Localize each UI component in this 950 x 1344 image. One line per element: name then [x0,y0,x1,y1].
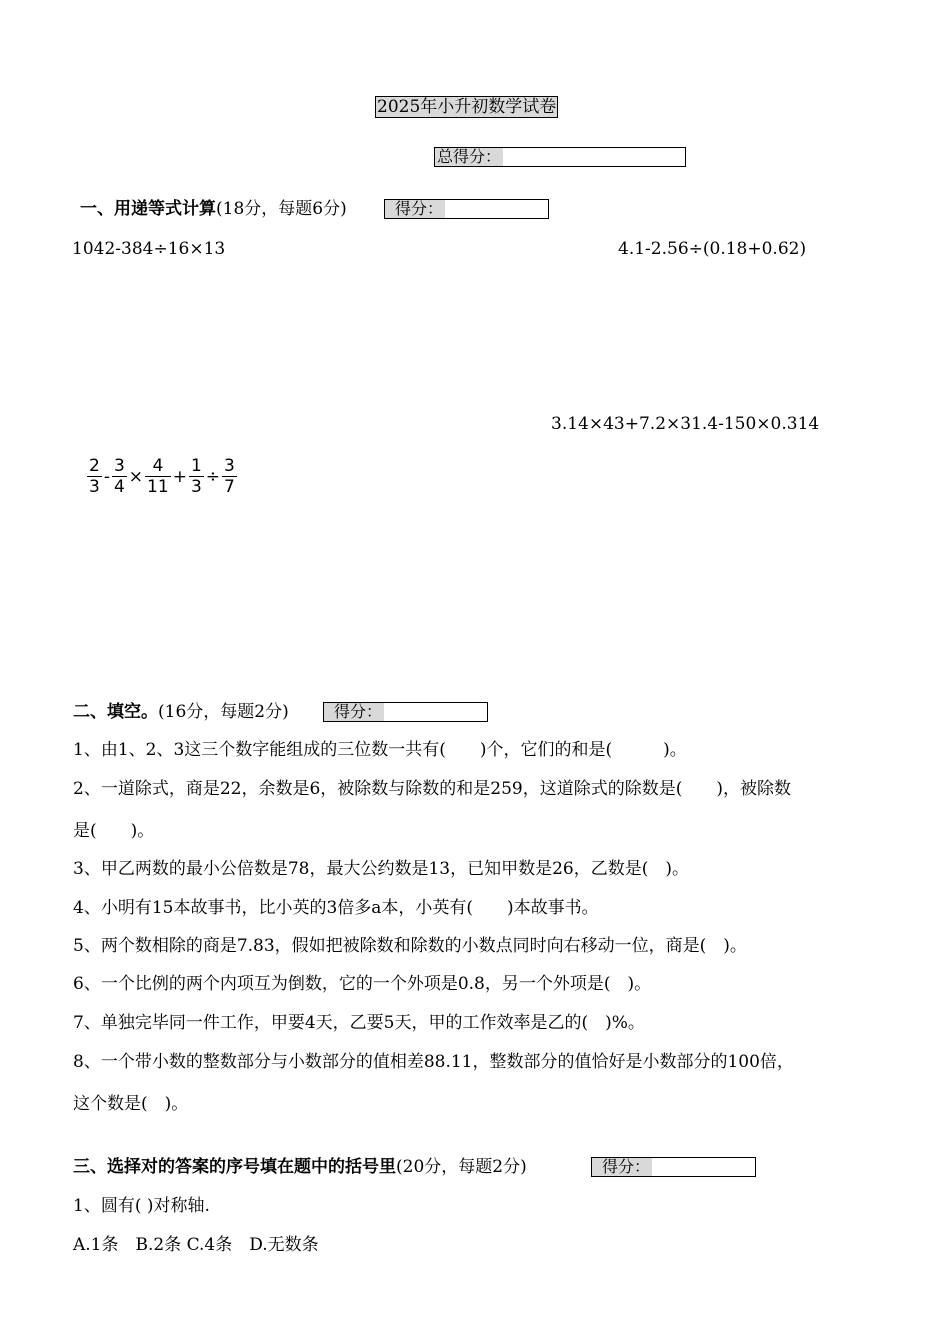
section3-heading: 选择对的答案的序号填在题中的括号里 [107,1157,396,1177]
section1-score-box [384,199,549,219]
denominator: 4 [113,477,125,497]
fraction-1 [87,456,102,497]
fraction-5 [222,456,237,497]
section2-meta: (16分，每题2分) [158,702,289,722]
section1-score-blank [445,200,548,218]
operator: + [172,466,187,487]
fill-item-2: 2、一道除式，商是22，余数是6，被除数与除数的和是259，这道除式的除数是( )，被除数 [73,779,791,799]
section3-score-blank [652,1158,755,1176]
fill-item-4: 4、小明有15本故事书，比小英的3倍多a本，小英有( )本故事书。 [73,898,599,918]
choice-question-1: 1、圆有( )对称轴. [73,1196,210,1216]
denominator: 3 [89,477,100,497]
numerator: 3 [224,456,235,476]
fill-item-1: 1、由1、2、3这三个数字能组成的三位数一共有( )个，它们的和是( )。 [73,740,687,760]
fill-item-5: 5、两个数相除的商是7.83，假如把被除数和除数的小数点同时向右移动一位，商是( )。 [73,936,747,956]
denominator: 7 [224,477,235,497]
section3-number: 三、 [73,1157,107,1177]
numerator: 4 [152,456,164,476]
fill-item-8-cont: 这个数是( )。 [73,1094,189,1114]
fraction-4 [189,456,204,497]
fraction-3 [145,456,171,497]
fill-item-6: 6、一个比例的两个内项互为倒数，它的一个外项是0.8，另一个外项是( )。 [73,974,652,994]
fraction-expression [86,456,238,497]
section3-meta: (20分，每题2分) [396,1157,527,1177]
section2-number: 二、 [73,702,107,722]
fraction-2 [112,456,127,497]
problem-1: 1042-384÷16×13 [72,239,226,259]
section3-score-label: 得分： [592,1158,652,1176]
operator: ÷ [205,466,221,487]
section2-header [73,702,289,722]
section2-score-label: 得分： [324,703,384,721]
denominator: 11 [147,477,169,497]
section2-score-box [323,702,488,722]
fill-item-2-cont: 是( )。 [73,821,155,841]
numerator: 3 [113,456,125,476]
problem-2: 4.1-2.56÷(0.18+0.62) [618,239,807,259]
section3-score-box [591,1157,756,1177]
operator: × [128,466,144,487]
section1-heading: 用递等式计算 [114,199,216,219]
section1-score-label: 得分： [385,200,445,218]
fill-item-8: 8、一个带小数的整数部分与小数部分的值相差88.11，整数部分的值恰好是小数部分的100倍， [73,1052,794,1072]
fill-item-3: 3、甲乙两数的最小公倍数是78，最大公约数是13，已知甲数是26，乙数是( )。 [73,859,689,879]
total-score-box [434,147,686,167]
numerator: 2 [89,456,100,476]
section1-number: 一、 [80,199,114,219]
exam-title: 2025年小升初数学试卷 [377,97,557,117]
operator: - [103,466,110,487]
numerator: 1 [190,456,202,476]
denominator: 3 [190,477,202,497]
section2-heading: 填空。 [107,702,158,722]
section1-meta: (18分，每题6分) [216,199,347,219]
total-score-label: 总得分： [437,147,502,166]
section2-score-blank [384,703,487,721]
section3-header [73,1157,527,1177]
section1-header [80,199,347,219]
total-score-blank [503,148,685,166]
fill-item-7: 7、单独完毕同一件工作，甲要4天，乙要5天，甲的工作效率是乙的( )%。 [73,1013,645,1033]
problem-3: 3.14×43+7.2×31.4-150×0.314 [551,414,820,434]
choice-question-1-options: A.1条 B.2条 C.4条 D.无数条 [73,1235,319,1255]
